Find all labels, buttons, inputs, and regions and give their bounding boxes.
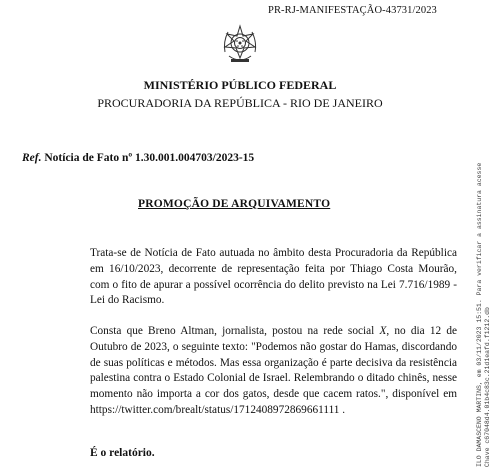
paragraph-2: [20, 324, 457, 419]
paragraph-2-rest: , no dia 12 de Outubro de 2023, o seguinte texto: "Podemos não gostar do Hamas, discordando de suas políticas e métodos. Mas essa organização é parte decisiva da resistência palestina contra o Estado Colonial de Israel. Relembrando o ditado chinês, nesse momento não importa a cor dos gatos, desde que cacem ratos.", disponível em https://twitter.com/brealt/status/1712408972869661111 .: [90, 325, 458, 416]
signature-stamp-line-1: ILO DAMASCENO MARTINS, em 03/11/2023 15:51. Para verificar a assinatura acesse: [476, 162, 483, 467]
reference-label: Ref.: [22, 152, 42, 164]
report-closing: É o relatório.: [90, 447, 155, 459]
paragraph-2-text: [20, 324, 457, 419]
social-network-name: X: [379, 325, 387, 337]
paragraph-1: [20, 246, 457, 309]
signature-stamp: [476, 125, 496, 467]
signature-stamp-line-2: Chave c67048d4.01b4c83c.21d1eafd.f1212.db: [484, 307, 491, 467]
office-heading: PROCURADORIA DA REPÚBLICA - RIO DE JANEIRO: [97, 96, 383, 110]
document-title: PROMOÇÃO DE ARQUIVAMENTO: [138, 198, 331, 210]
paragraph-2-start: Consta que Breno Altman, jornalista, postou na rede social: [90, 325, 380, 337]
ministry-heading: MINISTÉRIO PÚBLICO FEDERAL: [143, 78, 337, 92]
document-number: PR-RJ-MANIFESTAÇÃO-43731/2023: [268, 5, 437, 16]
paragraph-1-text: Trata-se de Notícia de Fato autuada no âmbito desta Procuradoria da República em 16/10/2023, decorrente de representação feita por Thiago Costa Mourão, com o fito de apurar a possível ocorrência do delito previsto na Lei 7.716/1989 - Lei do Racismo.: [90, 247, 457, 307]
coat-of-arms-icon: [217, 22, 263, 68]
reference-line: [22, 152, 254, 164]
reference-text: Notícia de Fato nº 1.30.001.004703/2023-15: [44, 152, 255, 164]
